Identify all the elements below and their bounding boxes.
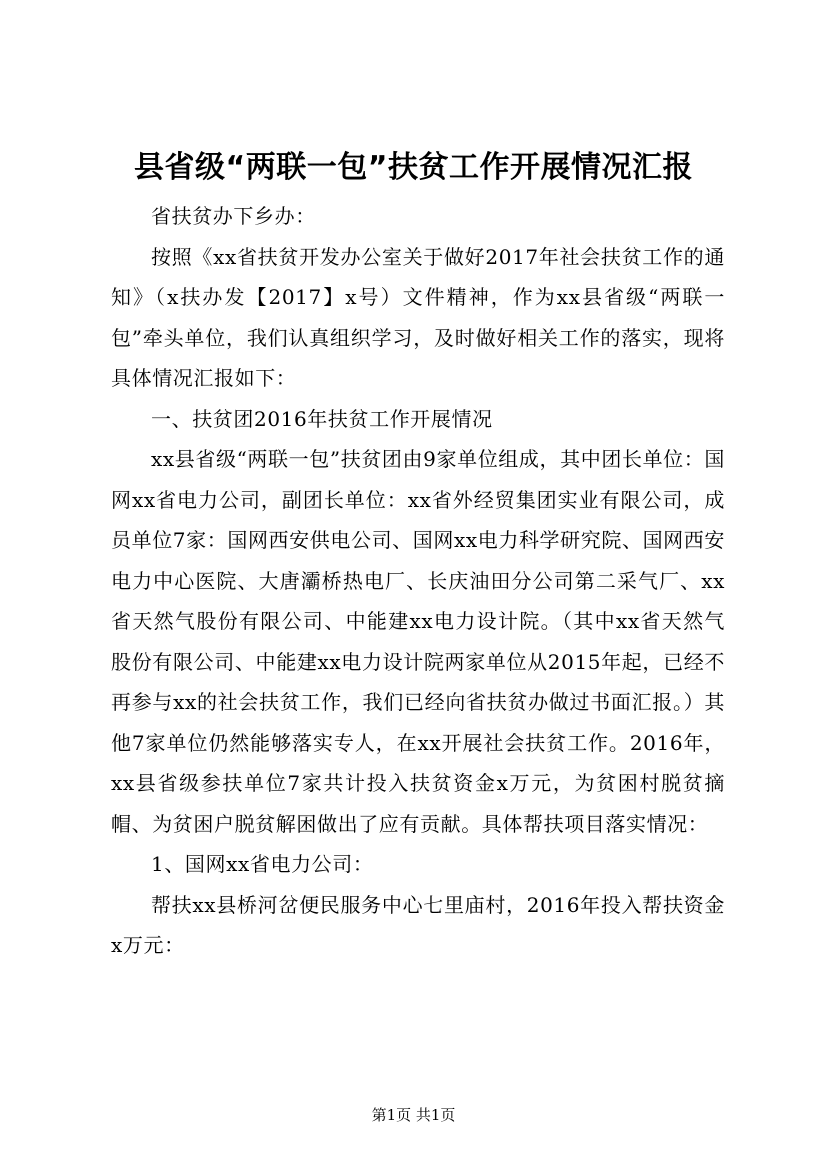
page-footer: 第1页 共1页 (371, 1106, 456, 1124)
paragraph-intro: 按照《xx省扶贫开发办公室关于做好2017年社会扶贫工作的通知》（x扶办发【2017】x号）文件精神，作为xx县省级“两联一包”牵头单位，我们认真组织学习，及时做好相关工作的落实，现将具体情况汇报如下： (111, 244, 725, 390)
salutation: 省扶贫办下乡办： (151, 204, 316, 228)
subsection-heading-1: 1、国网xx省电力公司： (151, 852, 374, 876)
section-heading-1: 一、扶贫团2016年扶贫工作开展情况 (151, 406, 493, 431)
document-title: 县省级“两联一包”扶贫工作开展情况汇报 (134, 150, 693, 185)
paragraph-members: xx县省级“两联一包”扶贫团由9家单位组成，其中团长单位：国网xx省电力公司，副团长单位：xx省外经贸集团实业有限公司，成员单位7家：国网西安供电公司、国网xx电力科学研究院、国网西安电力中心医院、大唐灞桥热电厂、长庆油田分公司第二采气厂、xx省天然气股份有限公司、中能建xx电力设计院。（其中xx省天然气股份有限公司、中能建xx电力设计院两家单位从2015年起，已经不再参与xx的社会扶贫工作，我们已经向省扶贫办做过书面汇报。）其他7家单位仍然能够落实专人，在xx开展社会扶贫工作。2016年，xx县省级参扶单位7家共计投入扶贫资金x万元，为贫困村脱贫摘帽、为贫困户脱贫解困做出了应有贡献。具体帮扶项目落实情况： (111, 447, 725, 836)
document-body (111, 196, 725, 966)
paragraph-assistance: 帮扶xx县桥河岔便民服务中心七里庙村，2016年投入帮扶资金x万元： (111, 892, 725, 957)
